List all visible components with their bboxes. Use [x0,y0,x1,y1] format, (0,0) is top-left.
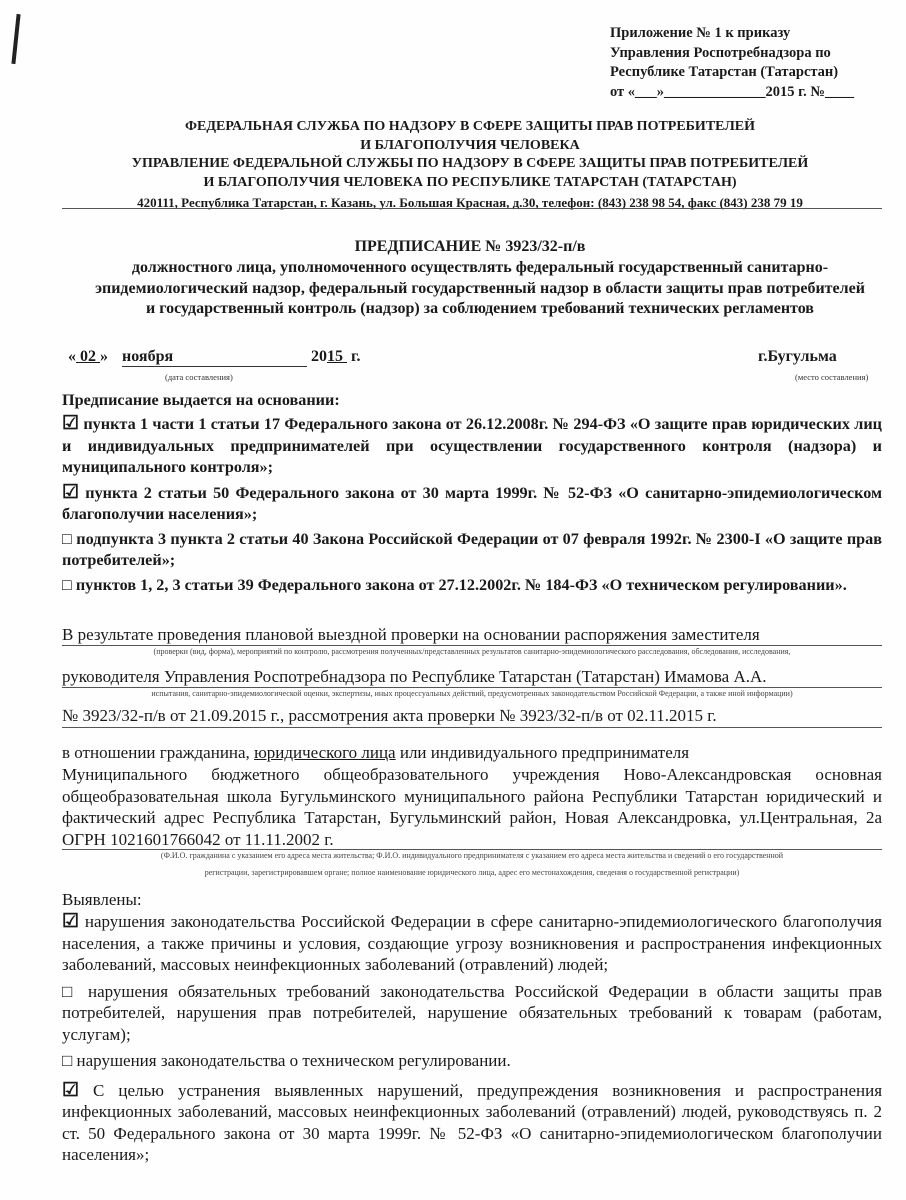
basis-item: □ подпункта 3 пункта 2 статьи 40 Закона Российской Федерации от 07 февраля 1992г. № 2300-I «О защите прав потребителей»; [62,529,882,569]
date-day: 02 [80,348,96,365]
result-line: В результате проведения плановой выездной проверки на основании распоряжения заместителя [62,625,760,644]
appendix-note [610,24,854,102]
date-caption: (дата составления) [165,372,233,382]
date-month: ноября [122,348,307,367]
inspected-entity: Муниципального бюджетного общеобразовательного учреждения Ново-Александровская основная общеобразовательная школа Бугульминского муниципального района Республики Татарстан юридический и фактический адрес Республика Татарстан, Бугульминский район, Новая Александровка, ул.Центральная, 2а ОГРН 1021601766042 от 11.11.2002 г. [62,765,882,849]
found-heading: Выявлены: [62,890,142,909]
basis-heading: Предписание выдается на основании: [62,391,340,409]
result-line: № 3923/32-п/в от 21.09.2015 г., рассмотрения акта проверки № 3923/32-п/в от 02.11.2015 г. [62,706,717,725]
document-subtitle: должностного лица, уполномоченного осуществлять федеральный государственный санитарно-эпидемиологический надзор, федеральный государственный надзор в области защиты прав потребителей и государственный контроль (надзор) за соблюдением требований технических регламентов [95,259,865,317]
agency-address: 420111, Республика Татарстан, г. Казань, ул. Большая Красная, д.30, телефон: (843) 238 98 54, факс (843) 238 79 19 [137,195,803,210]
place: г.Бугульма [758,348,837,365]
checkbox-checked-icon: ☑ [62,911,80,932]
found-item: ☑ нарушения законодательства Российской Федерации в сфере санитарно-эпидемиологического благополучия населения, а также причины и условия, создающие угрозу возникновения и распространения инфекционных заболеваний, массовых неинфекционных заболеваний (отравлений) людей; [62,911,882,974]
purpose-paragraph: ☑ С целью устранения выявленных нарушений, предупреждения возникновения и распространения инфекционных заболеваний, массовых неинфекционных заболеваний (отравлений) людей, руководствуясь п. 2 ст. 50 Федерального закона от 30 марта 1999г. № 52-ФЗ «О санитарно-эпидемиологическом благополучии населения»; [62,1079,883,1164]
document-title: ПРЕДПИСАНИЕ № 3923/32-п/в [354,238,586,255]
checkbox-checked-icon: ☑ [62,1079,80,1101]
caption: (проверки (вид, форма), мероприятий по контролю, рассмотрения полученных/представленных результатов санитарно-эпидемиологического расследования, обследования, исследования, [153,647,791,656]
agency-header [40,118,900,213]
caption: (Ф.И.О. гражданина с указанием его адреса места жительства; Ф.И.О. индивидуального предпринимателя с указанием его адреса места жительства и сведений о его государственной [160,851,784,860]
checkbox-checked-icon: ☑ [62,413,80,434]
header-line: И БЛАГОПОЛУЧИЯ ЧЕЛОВЕКА [360,137,580,153]
header-line: ФЕДЕРАЛЬНАЯ СЛУЖБА ПО НАДЗОРУ В СФЕРЕ ЗАЩИТЫ ПРАВ ПОТРЕБИТЕЛЕЙ [185,119,755,134]
checkbox-empty-icon: □ [62,1051,73,1070]
basis-item: ☑ пункта 1 части 1 статьи 17 Федерального закона от 26.12.2008г. № 294-ФЗ «О защите прав юридических лиц и индивидуальных предпринимателей при осуществлении государственного контроля (надзора) и муниципального контроля»; [62,413,882,476]
checkbox-empty-icon: □ [62,529,72,548]
appendix-line: Республике Татарстан (Татарстан) [610,64,839,80]
basis-item: ☑ пункта 2 статьи 50 Федерального закона от 30 марта 1999г. № 52-ФЗ «О санитарно-эпидемиологическом благополучии населения»; [62,481,883,523]
result-line: руководителя Управления Роспотребнадзора по Республике Татарстан (Татарстан) Имамова А.А. [62,667,767,686]
caption: испытания, санитарно-эпидемиологической оценки, экспертизы, иных процессуальных действий, предусмотренных законодательством Российской Федерации, а также иной информации) [151,689,793,698]
place-caption: (место составления) [795,372,869,382]
pen-mark [11,14,20,64]
header-line: И БЛАГОПОЛУЧИЯ ЧЕЛОВЕКА ПО РЕСПУБЛИКЕ ТАТАРСТАН (ТАТАРСТАН) [203,174,737,190]
checkbox-empty-icon: □ [62,575,72,594]
checkbox-empty-icon: □ [62,981,79,1001]
checkbox-checked-icon: ☑ [62,481,80,503]
appendix-line: Приложение № 1 к приказу [610,25,791,41]
appendix-line: Управления Роспотребнадзора по [610,44,831,61]
found-item: □ нарушения обязательных требований законодательства Российской Федерации в области защиты прав потребителей, нарушения прав потребителей, нарушение обязательных требований к товарам (работам, услугам); [62,981,882,1044]
header-divider [62,208,882,209]
found-list [62,911,882,1166]
date-year: 15 [327,348,343,365]
basis-list [62,413,882,596]
date-line: « 02 » ноября 2015 г. г.Бугульма [68,348,837,365]
found-item: □ нарушения законодательства о техническом регулировании. [62,1051,511,1070]
appendix-line: от «___»______________2015 г. №____ [610,83,854,100]
caption: регистрации, зарегистрировавшем органе; полное наименование юридического лица, адрес его местонахождения, сведения о государственной регистрации) [204,868,740,877]
header-line: УПРАВЛЕНИЕ ФЕДЕРАЛЬНОЙ СЛУЖБЫ ПО НАДЗОРУ В СФЕРЕ ЗАЩИТЫ ПРАВ ПОТРЕБИТЕЛЕЙ [131,156,809,171]
relation-line: в отношении гражданина, юридического лица или индивидуального предпринимателя [62,743,690,762]
basis-item: □ пунктов 1, 2, 3 статьи 39 Федерального закона от 27.12.2002г. № 184-ФЗ «О техническом регулировании». [62,575,847,594]
